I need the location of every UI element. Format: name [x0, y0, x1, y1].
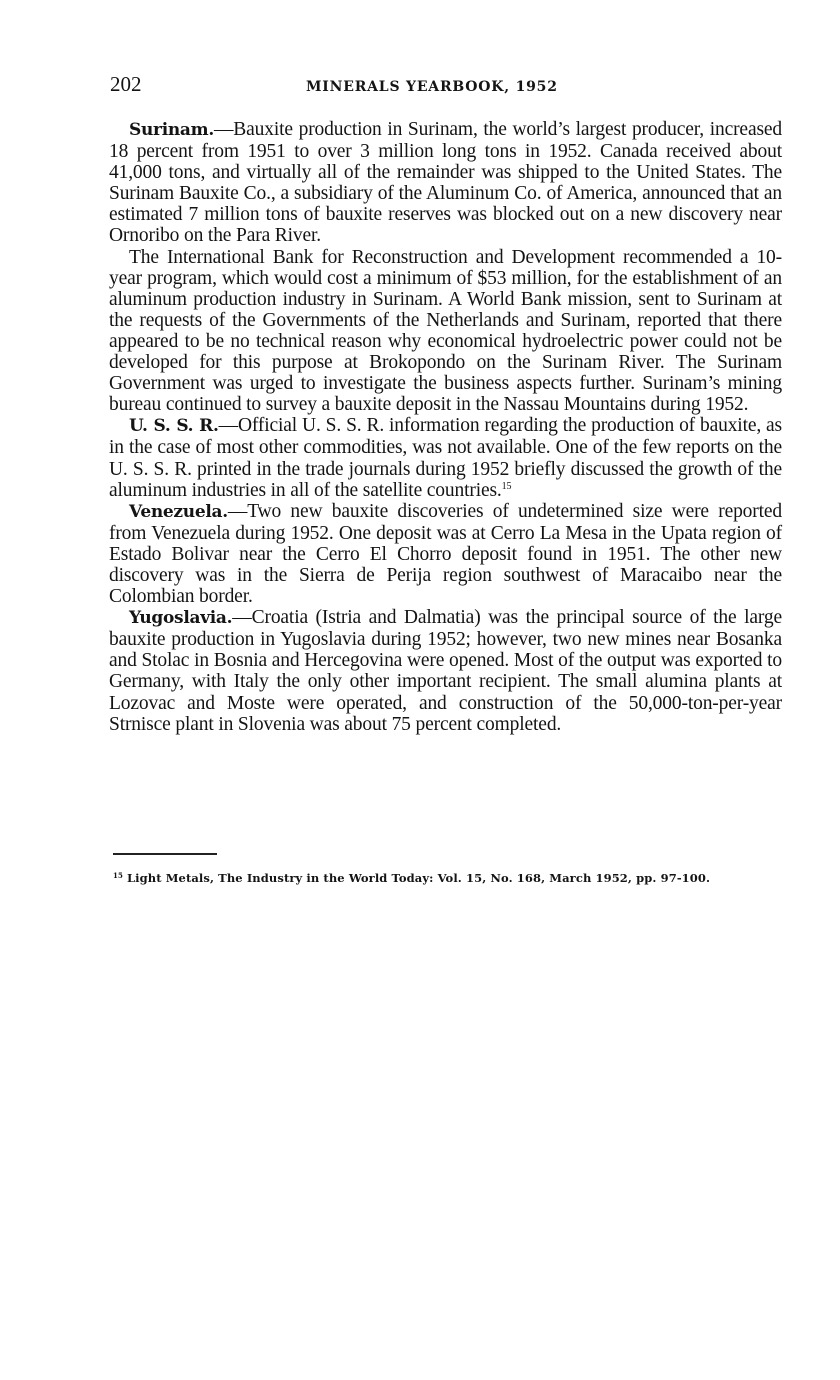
paragraph-venezuela	[109, 501, 782, 607]
paragraph-ussr	[109, 415, 782, 500]
paragraph-lead: Surinam.	[129, 120, 214, 140]
paragraph-lead: Venezuela.	[129, 501, 228, 522]
footnote-number: 15	[113, 871, 123, 880]
footnote	[113, 871, 793, 885]
paragraph-surinam	[109, 119, 782, 247]
paragraph-lead: Yugoslavia.	[129, 608, 233, 629]
footnote-divider	[113, 853, 217, 855]
footnote-text: Light Metals, The Industry in the World Today: Vol. 15, No. 168, March 1952, pp. 97-100.	[126, 871, 711, 885]
paragraph-world-bank	[109, 247, 782, 416]
running-head: MINERALS YEARBOOK, 1952	[306, 79, 558, 95]
paragraph-text: —Croatia (Istria and Dalmatia) was the principal source of the large bauxite production in Yugoslavia during 1952; however, two new mines near Bosanka and Stolac in Bosnia and Hercegovina were opened. Most of the output was exported to Germany, with Italy the only other important recipient. The small alumina plants at Lozovac and Moste were operated, and construction of the 50,000-ton-per-year Strnisce plant in Slovenia was about 75 percent completed.	[109, 607, 782, 735]
page-number: 202	[110, 72, 142, 96]
body-text	[109, 119, 782, 735]
paragraph-text: The International Bank for Reconstruction and Development recommended a 10-year program, which would cost a minimum of $53 million, for the establishment of an aluminum production industry in Surinam. A World Bank mission, sent to Surinam at the requests of the Governments of the Netherlands and Surinam, reported that there appeared to be no technical reason why economical hydroelectric power could not be developed for this purpose at Brokopondo on the Surinam River. The Surinam Government was urged to investigate the business aspects further. Surinam’s mining bureau continued to survey a bauxite deposit in the Nassau Mountains during 1952.	[109, 246, 782, 416]
paragraph-text: —Official U. S. S. R. information regarding the production of bauxite, as in the case of most other commodities, was not available. One of the few reports on the U. S. S. R. printed in the trade journals during 1952 briefly discussed the growth of the aluminum industries in all of the satellite countries.	[109, 415, 782, 501]
footnote-reference[interactable]: 15	[501, 480, 512, 492]
paragraph-text: —Two new bauxite discoveries of undetermined size were reported from Venezuela during 1952. One deposit was at Cerro La Mesa in the Upata region of Estado Bolivar near the Cerro El Chorro deposit found in 1951. The other new discovery was in the Sierra de Perija region southwest of Maracaibo near the Colombian border.	[109, 500, 782, 608]
paragraph-yugoslavia	[109, 607, 782, 735]
paragraph-text: —Bauxite production in Surinam, the world’s largest producer, increased 18 percent from 1951 to over 3 million long tons in 1952. Canada received about 41,000 tons, and virtually all of the remainder was shipped to the United States. The Surinam Bauxite Co., a subsidiary of the Aluminum Co. of America, announced that an estimated 7 million tons of bauxite reserves was blocked out on a new discovery near Ornoribo on the Para River.	[109, 119, 782, 247]
paragraph-lead: U. S. S. R.	[129, 416, 219, 437]
page-header	[110, 72, 780, 102]
